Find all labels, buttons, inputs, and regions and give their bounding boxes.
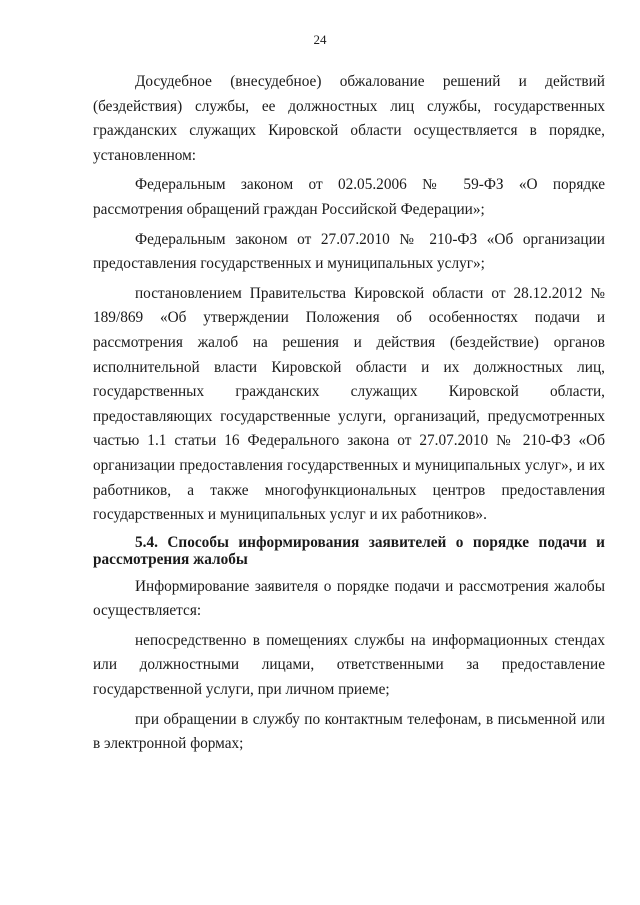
- page-number: 24: [313, 32, 327, 47]
- paragraph-government-resolution: постановлением Правительства Кировской области от 28.12.2012 № 189/869 «Об утверждении Положения об особенностях подачи и рассмотрения жалоб на решения и действия (бездействие) органов исполнительной власти Кировской области и их должностных лиц, государственных гражданских служащих Кировской области, предоставляющих государственные услуги, организаций, предусмотренных частью 1.1 статьи 16 Федерального закона от 27.07.2010 № 210-ФЗ «Об организации предоставления государственных и муниципальных услуг», и их работников, а также многофункциональных центров предоставления государственных и муниципальных услуг и их работников».: [93, 284, 605, 524]
- paragraph-law-59fz: Федеральным законом от 02.05.2006 № 59-ФЗ «О порядке рассмотрения обращений граждан Российской Федерации»;: [93, 176, 605, 218]
- paragraph-informing-intro: Информирование заявителя о порядке подачи и рассмотрения жалобы осуществляется:: [93, 577, 605, 620]
- paragraph-informing-by-phone: при обращении в службу по контактным телефонам, в письменной или в электронной формах;: [93, 710, 605, 753]
- paragraph-appeal-procedure: Досудебное (внесудебное) обжалование решений и действий (бездействия) службы, ее должностных лиц службы, государственных гражданских служащих Кировской области осуществляется в порядке, установленном:: [93, 73, 605, 164]
- document-body: [93, 70, 605, 762]
- section-heading-5-4: 5.4. Способы информирования заявителей о порядке подачи и рассмотрения жалобы: [93, 533, 605, 568]
- paragraph-informing-in-person: непосредственно в помещениях службы на информационных стендах или должностными лицами, ответственными за предоставление государственной услуги, при личном приеме;: [93, 631, 605, 699]
- paragraph-law-210fz: Федеральным законом от 27.07.2010 № 210-ФЗ «Об организации предоставления государственных и муниципальных услуг»;: [93, 230, 605, 273]
